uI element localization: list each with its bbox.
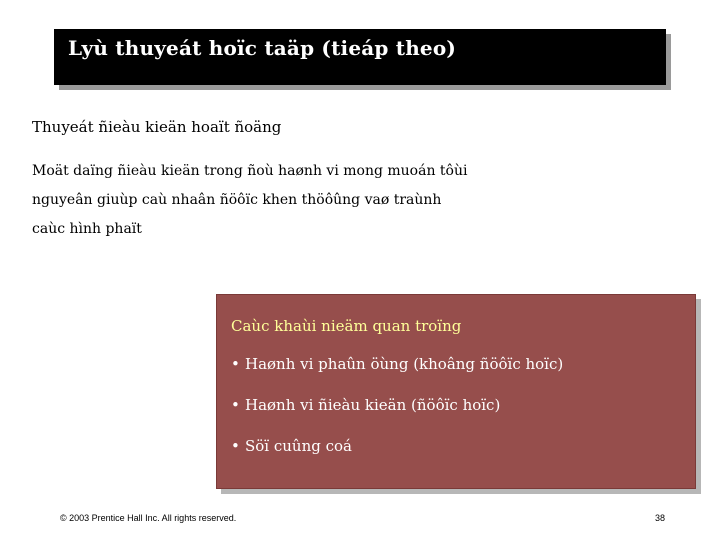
callout-item-text: Haønh vi phaûn öùng (khoâng ñöôïc hoïc) (245, 355, 564, 373)
footer-copyright: © 2003 Prentice Hall Inc. All rights reserved. (60, 513, 237, 523)
callout-item (231, 355, 563, 373)
bullet-icon: • (231, 355, 240, 373)
callout-heading: Caùc khaùi nieäm quan troïng (231, 317, 462, 335)
slide-paragraph: Moät daïng ñieàu kieän trong ñoù haønh vi mong muoán tôùi nguyeân giuùp caù nhaân ñöôïc khen thöôûng vaø traùnh caùc hình phaït (32, 163, 468, 237)
slide-title: Lyù thuyeát hoïc taäp (tieáp theo) (68, 36, 457, 60)
callout-item (231, 396, 500, 414)
bullet-icon: • (231, 437, 240, 455)
bullet-icon: • (231, 396, 240, 414)
callout-item-text: Haønh vi ñieàu kieän (ñöôïc hoïc) (245, 396, 501, 414)
callout-item-text: Söï cuûng coá (245, 437, 352, 455)
page-number: 38 (655, 513, 666, 523)
callout-item (231, 437, 352, 455)
slide-subheading: Thuyeát ñieàu kieän hoaït ñoäng (32, 118, 282, 136)
callout-box (216, 294, 696, 489)
